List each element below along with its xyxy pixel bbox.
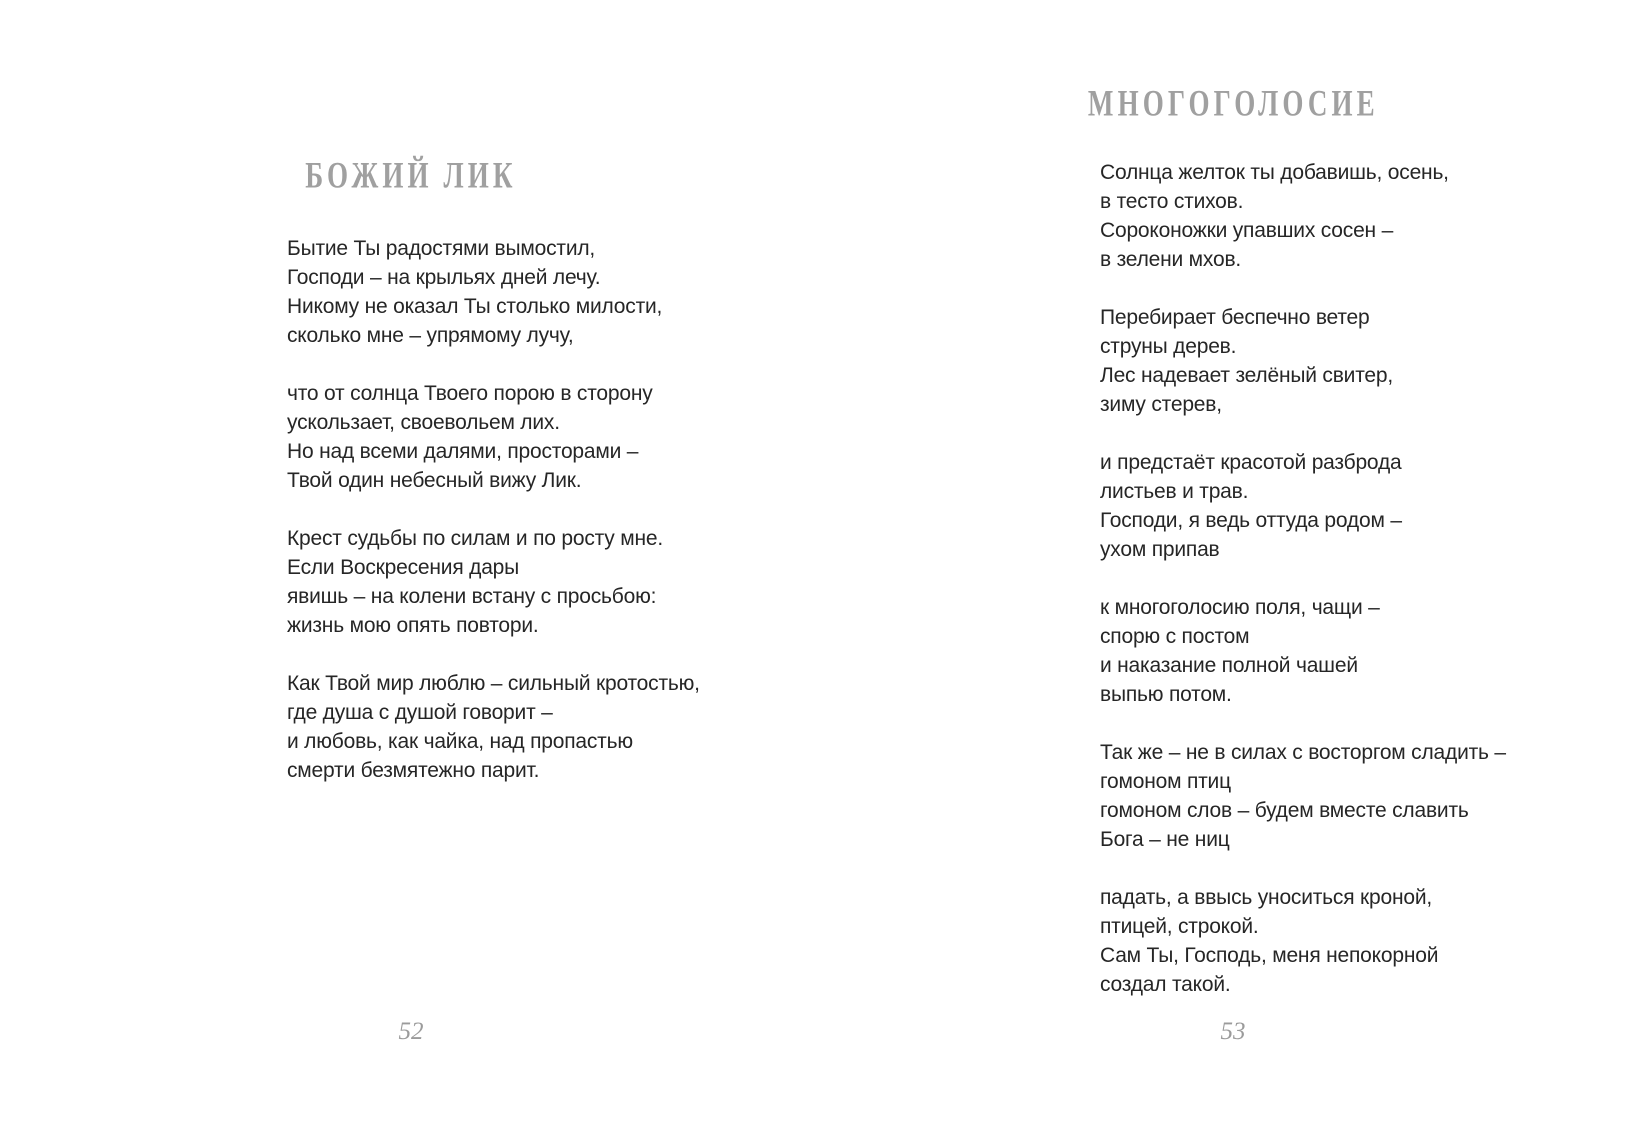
stanza — [1100, 448, 1506, 564]
stanza — [1100, 738, 1506, 854]
poem-line: листьев и трав. — [1100, 480, 1249, 503]
poem-line: Бытие Ты радостями вымостил, — [287, 237, 596, 260]
poem-line: выпью потом. — [1100, 683, 1232, 706]
right-page — [822, 0, 1644, 1134]
poem-line: сколько мне – упрямому лучу, — [287, 324, 574, 347]
poem-line: гомоном птиц — [1100, 770, 1231, 793]
poem-line: Лес надевает зелёный свитер, — [1100, 364, 1393, 387]
poem-line: Как Твой мир люблю – сильный кротостью, — [287, 672, 700, 695]
poem-line: птицей, строкой. — [1100, 915, 1259, 938]
poem-line: и предстаёт красотой разброда — [1100, 451, 1402, 474]
poem-line: и любовь, как чайка, над пропастью — [287, 730, 633, 753]
poem-line: явишь – на колени встану с просьбою: — [287, 585, 657, 608]
left-page-number: 52 — [398, 1018, 424, 1045]
right-poem-title — [822, 84, 1644, 125]
poem-line: смерти безмятежно парит. — [287, 759, 540, 782]
poem-line: Но над всеми далями, просторами – — [287, 440, 639, 463]
poem-line: зиму стерев, — [1100, 393, 1222, 416]
poem-line: Крест судьбы по силам и по росту мне. — [287, 527, 663, 550]
stanza — [287, 379, 700, 495]
poem-line: Если Воскресения дары — [287, 556, 520, 579]
poem-line: падать, а ввысь уноситься кроной, — [1100, 886, 1433, 909]
left-poem-body — [287, 234, 700, 785]
poem-line: и наказание полной чашей — [1100, 654, 1358, 677]
poem-line: Никому не оказал Ты столько милости, — [287, 295, 663, 318]
poem-line: Солнца желток ты добавишь, осень, — [1100, 161, 1449, 184]
poem-line: Перебирает беспечно ветер — [1100, 306, 1370, 329]
poem-line: Господи, я ведь оттуда родом – — [1100, 509, 1402, 532]
left-poem-title — [0, 156, 822, 197]
right-page-number: 53 — [1220, 1018, 1246, 1045]
stanza — [1100, 883, 1506, 999]
poem-line: жизнь мою опять повтори. — [287, 614, 539, 637]
poem-line: ухом припав — [1100, 538, 1220, 561]
stanza — [287, 234, 700, 350]
poem-line: Сороконожки упавших сосен – — [1100, 219, 1394, 242]
poem-line: Сам Ты, Господь, меня непокорной — [1100, 944, 1439, 967]
poem-line: Господи – на крыльях дней лечу. — [287, 266, 601, 289]
poem-line: в тесто стихов. — [1100, 190, 1244, 213]
stanza — [287, 669, 700, 785]
poem-line: Бога – не ниц — [1100, 828, 1230, 851]
stanza — [1100, 593, 1506, 709]
poem-line: Твой один небесный вижу Лик. — [287, 469, 582, 492]
poem-line: Так же – не в силах с восторгом сладить – — [1100, 741, 1506, 764]
right-poem-title-text: МНОГОГОЛОСИЕ — [1087, 84, 1379, 125]
poem-line: к многоголосию поля, чащи – — [1100, 596, 1380, 619]
stanza — [287, 524, 700, 640]
poem-line: спорю с постом — [1100, 625, 1250, 648]
poem-line: гомоном слов – будем вместе славить — [1100, 799, 1469, 822]
poem-line: что от солнца Твоего порою в сторону — [287, 382, 653, 405]
left-poem-title-text: БОЖИЙ ЛИК — [305, 156, 517, 197]
stanza — [1100, 158, 1506, 274]
poem-line: струны дерев. — [1100, 335, 1237, 358]
stanza — [1100, 303, 1506, 419]
right-poem-body — [1100, 158, 1506, 999]
poem-line: где душа с душой говорит – — [287, 701, 553, 724]
poem-line: в зелени мхов. — [1100, 248, 1242, 271]
poem-line: создал такой. — [1100, 973, 1231, 996]
poem-line: ускользает, своевольем лих. — [287, 411, 560, 434]
